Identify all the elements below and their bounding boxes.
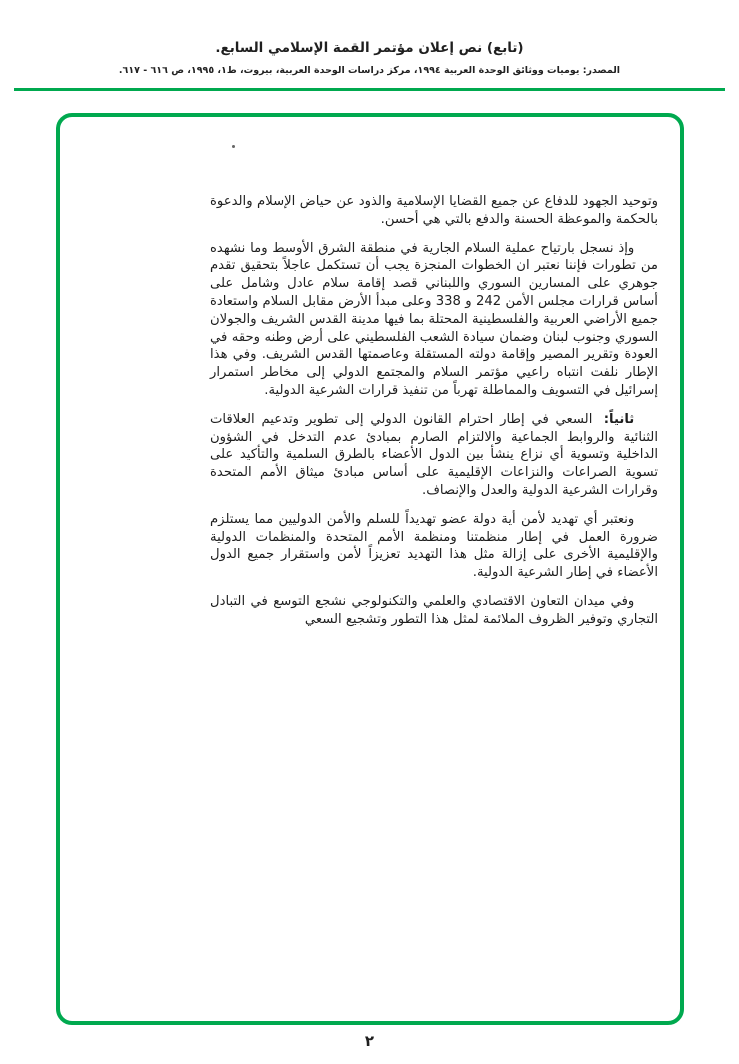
paragraph [210,593,658,629]
scan-artifact-dot [232,145,235,148]
paragraph-text: السعي في إطار احترام القانون الدولي إلى تطوير وتدعيم العلاقات الثنائية والروابط الجماعية والالتزام الصارم بمبادئ عدم التدخل في الشؤون الداخلية وتسوية أي نزاع ينشأ بين الدول الأعضاء بالطرق السلمية والتأكيد على تسوية الصراعات والنزاعات الإقليمية على أساس مبادئ ميثاق الأمم المتحدة وقرارات الشرعية الدولية والعدل والإنصاف. [210,411,658,498]
content-frame [56,113,684,1025]
source-citation: المصدر: يوميات ووثائق الوحدة العربية ١٩٩٤، مركز دراسات الوحدة العربية، بيروت، ط١، ١٩٩٥، ص ٦١٦ - ٦١٧. [118,65,621,76]
document-body [210,193,658,640]
paragraph-lead: ثانياً: [603,411,635,427]
paragraph-text: ونعتبر أي تهديد لأمن أية دولة عضو تهديداً للسلم والأمن الدوليين مما يستلزم ضرورة العمل في إطار منظمتنا ومنظمة الأمم المتحدة والمنظمات الدولية والإقليمية الأخرى على إزالة مثل هذا التهديد تعزيزاً لأمن واستقرار جميع الدول الأعضاء في إطار الشرعية الدولية. [210,511,658,581]
document-title: (تابع) نص إعلان مؤتمر القمة الإسلامي السابع. [215,40,524,56]
paragraph [210,511,658,582]
header-divider [14,88,725,91]
paragraph [210,240,658,400]
page-number: ٢ [364,1032,375,1050]
paragraph [210,193,658,229]
paragraph-text: وإذ نسجل بارتياح عملية السلام الجارية في منطقة الشرق الأوسط وما نشهده من تطورات فإننا نعتبر ان الخطوات المنجزة يجب أن تستكمل عاجلاً بتحقيق تقدم جوهري على المسارين السوري واللبناني قصد إقامة سلام عادل وشامل على أساس قرارات مجلس الأمن 242 و 338 وعلى مبدأ الأرض مقابل السلام واستعادة جميع الأراضي العربية والفلسطينية المحتلة بما فيها مدينة القدس الشريف والجولان السوري وجنوب لبنان وضمان سيادة الشعب الفلسطيني على أرض وطنه وحقه في العودة وتقرير المصير وإقامة دولته المستقلة وعاصمتها القدس الشريف. وفي هذا الإطار نلفت انتباه راعيي مؤتمر السلام والمجتمع الدولي إلى مخاطر استمرار إسرائيل في التسويف والمماطلة تهرباً من تنفيذ قرارات الشرعية الدولية. [210,240,658,398]
page-header [0,0,739,76]
paragraph-text: وفي ميدان التعاون الاقتصادي والعلمي والتكنولوجي نشجع التوسع في التبادل التجاري وتوفير الظروف الملائمة لمثل هذا التطور وتشجيع السعي [210,593,658,627]
paragraph [210,411,658,500]
paragraph-text: وتوحيد الجهود للدفاع عن جميع القضايا الإسلامية والذود عن حياض الإسلام والدعوة بالحكمة والموعظة الحسنة والدفع بالتي هي أحسن. [210,194,658,227]
